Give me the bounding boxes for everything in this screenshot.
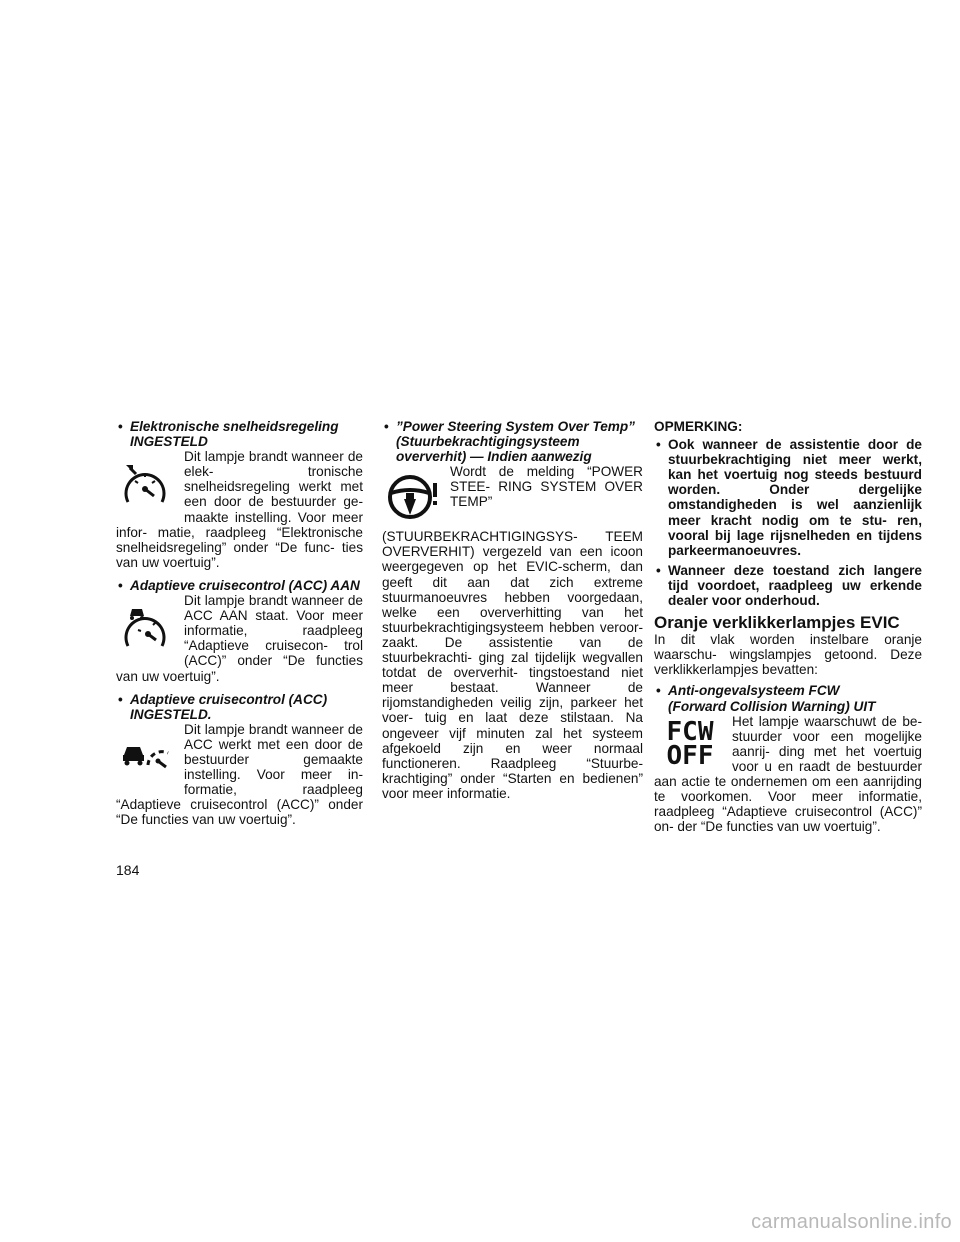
cruise-control-set-icon: [116, 452, 184, 514]
watermark-footer: carmanualsonline.info: [751, 1211, 952, 1233]
heading-line: Elektronische snelheidsregeling: [130, 419, 339, 434]
heading-line: Adaptieve cruisecontrol (ACC) AAN: [130, 577, 360, 593]
fcw-icon-line: FCW: [666, 716, 714, 747]
entry-body: [654, 714, 922, 835]
left-column: [116, 419, 363, 835]
acc-set-icon: [116, 725, 184, 787]
fcw-icon-line: OFF: [666, 740, 714, 771]
fcw-entry: [654, 683, 922, 834]
heading-line: (Forward Collision Warning) UIT: [668, 698, 876, 714]
entry-text: Dit lampje brandt wanneer de elek- tronische snelheidsregeling werkt met een door de bestuurder ge- maakte instelling. Voor meer infor- matie, raadpleeg “Elektronische snelheidsregeling” onder “De func- ties van uw voertuig”.: [116, 449, 363, 570]
note-bullet: • Wanneer deze toestand zich langere tijd voordoet, raadpleeg uw erkende dealer voor onderhoud.: [654, 563, 922, 608]
entry-text: Dit lampje brandt wanneer de ACC werkt met een door de bestuurder gemaakte instelling. Voor meer in- formatie, raadpleeg “Adaptieve cruisecontrol (ACC)” onder “De functies van uw voertuig”.: [116, 721, 363, 828]
acc-set-entry: [116, 692, 363, 828]
heading-line: Adaptieve cruisecontrol (ACC): [130, 691, 328, 707]
entry-heading: [116, 419, 363, 449]
entry-heading: [116, 578, 363, 593]
right-column: [654, 419, 922, 842]
heading-line: INGESTELD.: [130, 706, 212, 722]
middle-column: [382, 419, 643, 809]
heading-line: oververhit) — Indien aanwezig: [396, 449, 592, 465]
cruise-set-entry: [116, 419, 363, 570]
heading-line: ”Power Steering System Over Temp”: [396, 419, 635, 434]
entry-heading: [116, 692, 363, 722]
page-number: 184: [116, 862, 140, 878]
entry-body: [116, 722, 363, 828]
entry-body: [382, 464, 643, 801]
steering-wheel-warning-icon: [382, 467, 450, 529]
acc-on-entry: [116, 578, 363, 684]
entry-heading: [382, 419, 643, 464]
section-title: Oranje verklikkerlampjes EVIC: [654, 613, 900, 633]
heading-line: INGESTELD: [130, 434, 208, 450]
fcw-off-icon: [654, 716, 726, 771]
entry-body: [116, 449, 363, 570]
entry-text: Het lampje waarschuwt de be- stuurder voor een mogelijke aanrij- ding met het voertuig voor u en raadt de bestuurder aan actie te ondernemen om een aanrijding te voorkomen. Voor meer informatie, raadpleeg “Adaptieve cruisecontrol (ACC)” on- der “De functies van uw voertuig”.: [654, 713, 922, 835]
entry-text: Wordt de melding “POWER STEE- RING SYSTEM OVER TEMP” (STUURBEKRACHTIGINGSYS- TEEM OVERVERHIT) vergezeld van een icoon weergegeven op het EVIC-scherm, dan geeft dit aan dat zich extreme stuurmanoeuvres hebben voorgedaan, welke een oververhitting van het stuurbekrachtigingsysteem hebben veroor- zaakt. De assistentie van de stuurbekrachti- ging zal tijdelijk wegvallen totdat de oververhit- tingstoestand niet meer bestaat. Wanneer de rijomstandigheden veilig zijn, parkeer het voer- tuig en laat deze stilstaan. Na ongeveer vijf minuten zal het systeem afgekoeld zijn en weer normaal functioneren. Raadpleeg “Stuurbe- krachtiging” onder “Starten en bedienen” voor meer informatie.: [382, 464, 643, 801]
entry-heading: [654, 683, 922, 713]
heading-line: (Stuurbekrachtigingsysteem: [396, 434, 580, 450]
acc-on-icon: [116, 596, 184, 658]
note-title: OPMERKING:: [654, 419, 743, 434]
entry-text: Dit lampje brandt wanneer de ACC AAN staat. Voor meer informatie, raadpleeg “Adaptieve cruisecon- trol (ACC)” onder “De functies van uw voertuig”.: [116, 593, 363, 684]
section-intro: In dit vlak worden instelbare oranje waarschu- wingslampjes getoond. Deze verklikkerlampjes bevatten:: [654, 632, 922, 678]
heading-line: Anti-ongevalsysteem FCW: [668, 683, 840, 699]
power-steering-entry: [382, 419, 643, 801]
note-bullet: • Ook wanneer de assistentie door de stuurbekrachtiging niet meer werkt, kan het voertuig nog steeds bestuurd worden. Onder dergelijke omstandigheden is wel aanzienlijk meer kracht nodig om te stu- ren, vooral bij lage rijsnelheden en tijdens parkeermanoeuvres.: [654, 437, 922, 558]
entry-body: [116, 593, 363, 684]
